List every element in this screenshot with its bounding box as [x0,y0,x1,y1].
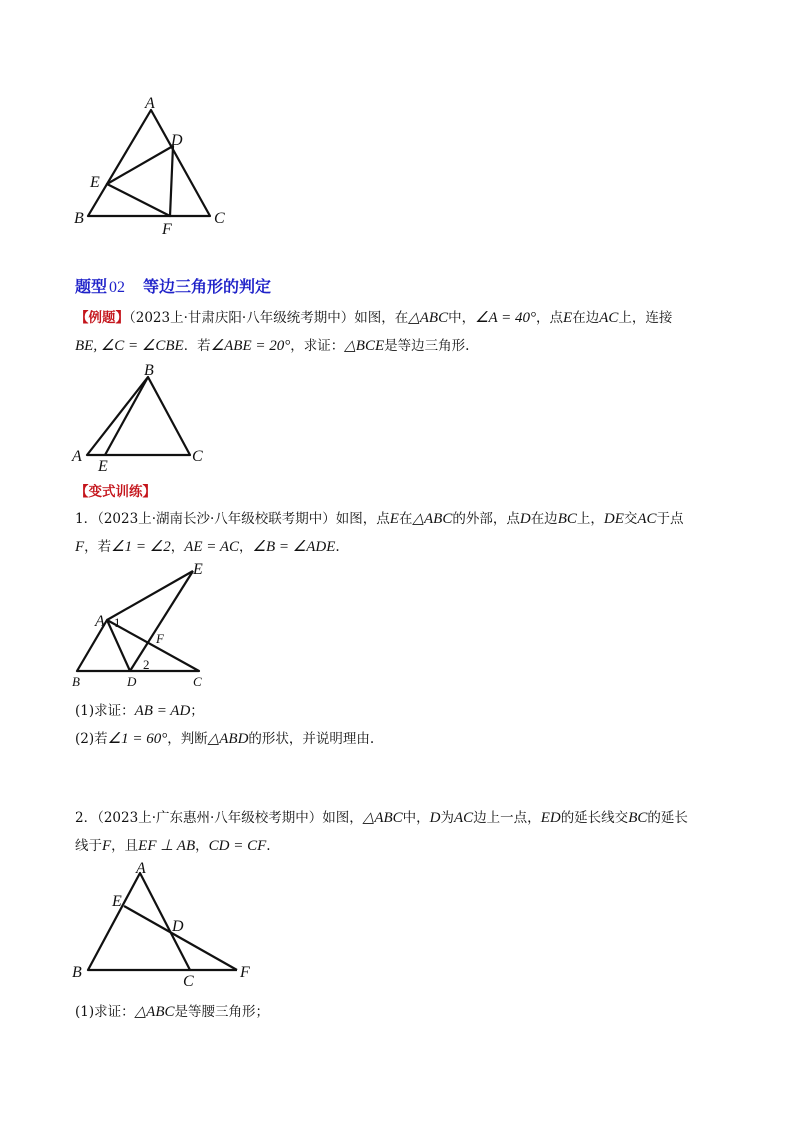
text: ，若 [84,539,112,555]
label-A: A [136,860,146,877]
section-heading [75,274,271,297]
text: ， [195,838,209,854]
math: BC [557,511,577,527]
label-B: B [72,674,80,689]
figure-3-svg [60,558,220,693]
problem2-source: （2023上·广东惠州·八年级校考期中）如图， [97,810,363,826]
label-A: A [145,95,155,112]
text: 中， [402,810,430,826]
math: ∠B = ∠ADE [252,539,336,555]
segment-de [130,571,193,671]
label-D: D [127,674,137,689]
label-E: E [98,458,108,475]
text: ，点 [536,310,564,326]
problem1-number: 1． [75,511,98,527]
text: ， [170,539,185,555]
label-B: B [74,210,84,227]
text: 交 [623,511,638,527]
label-A: A [72,448,82,465]
label-F: F [240,964,250,981]
segment-ef [124,906,237,970]
label-C: C [183,973,194,990]
text: 是等边三角形. [384,338,470,354]
math: AE = AC [184,539,240,555]
text: . [266,838,271,854]
math-ac: AC [599,310,619,326]
section-number: 02 [109,279,126,296]
label-E: E [112,893,122,910]
label-B: B [72,964,82,981]
example-line-2 [75,336,740,356]
label-D: D [172,918,184,935]
math: E [389,511,399,527]
figure-example-triangle [60,360,220,475]
figure-4-svg [60,860,260,990]
text: 是等腰三角形； [174,1004,269,1020]
text: 中， [448,310,476,326]
text: ； [190,703,204,719]
text: 上， [576,511,604,527]
text: (1)求证： [75,703,135,719]
label-B: B [144,362,154,379]
text: ，求证： [290,338,345,354]
label-angle-1: 1 [114,615,121,630]
text: ， [239,539,253,555]
math-angle-a: ∠A = 40° [475,310,537,326]
text: . [335,539,340,555]
math-bce: △BCE [344,338,385,354]
math-abc: △ABC [408,310,449,326]
text: 在 [398,511,413,527]
text: 为 [440,810,455,826]
example-tag: 【例题】 [75,310,129,326]
math-angle-abe: ∠ABE = 20° [210,338,291,354]
label-A: A [95,613,105,630]
text: 于点 [656,511,684,527]
math: CD = CF [208,838,267,854]
figure-triangle-abc-def [60,88,240,238]
math: ED [540,810,561,826]
practice-heading [75,482,740,502]
label-D: D [171,132,183,149]
math: AB = AD [134,703,191,719]
section-subtitle: 等边三角形的判定 [143,277,272,296]
segment-be [105,377,148,455]
text: ，且 [111,838,139,854]
text: 的延长线交 [560,810,629,826]
segment-ae [107,571,193,620]
problem1-question-1 [75,701,740,721]
math: D [519,511,531,527]
text: 的形状，并说明理由. [248,731,375,747]
text: 在边 [572,310,600,326]
math: BC [628,810,648,826]
math: F [75,539,85,555]
text: (1)求证： [75,1004,135,1020]
math: D [429,810,441,826]
text: 上，连接 [618,310,673,326]
text: 线于 [75,838,102,854]
math: ∠1 = 60° [107,731,168,747]
math: AC [637,511,657,527]
text: 的外部，点 [452,511,520,527]
math: ∠1 = ∠2 [111,539,171,555]
text: 在边 [530,511,558,527]
problem2-number: 2． [75,810,98,826]
figure-problem1 [60,558,220,693]
math: △ABC [412,511,453,527]
problem2-question-1 [75,1002,740,1022]
math: F [102,838,112,854]
text: 的延长 [647,810,688,826]
problem2-line-1 [75,808,740,828]
figure-problem2 [60,860,260,990]
example-line-1 [75,308,740,328]
figure-1-svg [60,88,240,238]
math: △ABC [362,810,403,826]
math: △ABD [207,731,249,747]
problem1-source: （2023上·湖南长沙·八年级校联考期中）如图，点 [97,511,390,527]
problem1-line-2 [75,537,740,557]
text: ，判断 [167,731,208,747]
math: AC [454,810,474,826]
label-F: F [162,221,172,238]
text: 边上一点， [473,810,541,826]
figure-2-svg [60,360,220,475]
practice-tag: 【变式训练】 [75,484,156,500]
text: (2)若 [75,731,108,747]
math-be: BE, ∠C = ∠CBE [75,338,184,354]
example-source: （2023上·甘肃庆阳·八年级统考期中）如图，在 [129,310,409,326]
math: EF ⊥ AB [138,838,196,854]
triangle-abc-2 [87,377,190,455]
math: △ABC [134,1004,175,1020]
problem1-question-2 [75,729,740,749]
triangle-abc [88,110,210,216]
math: DE [603,511,624,527]
label-C: C [192,448,203,465]
label-C: C [214,210,225,227]
text: ．若 [183,338,211,354]
label-E: E [193,561,203,578]
problem1-line-1 [75,509,740,529]
problem2-line-2 [75,836,740,856]
math-e: E [563,310,573,326]
label-C: C [193,674,202,689]
label-angle-2: 2 [143,657,150,672]
label-F: F [156,631,164,646]
triangle-def [107,146,173,216]
label-E: E [90,174,100,191]
section-title: 题型 [75,277,108,296]
